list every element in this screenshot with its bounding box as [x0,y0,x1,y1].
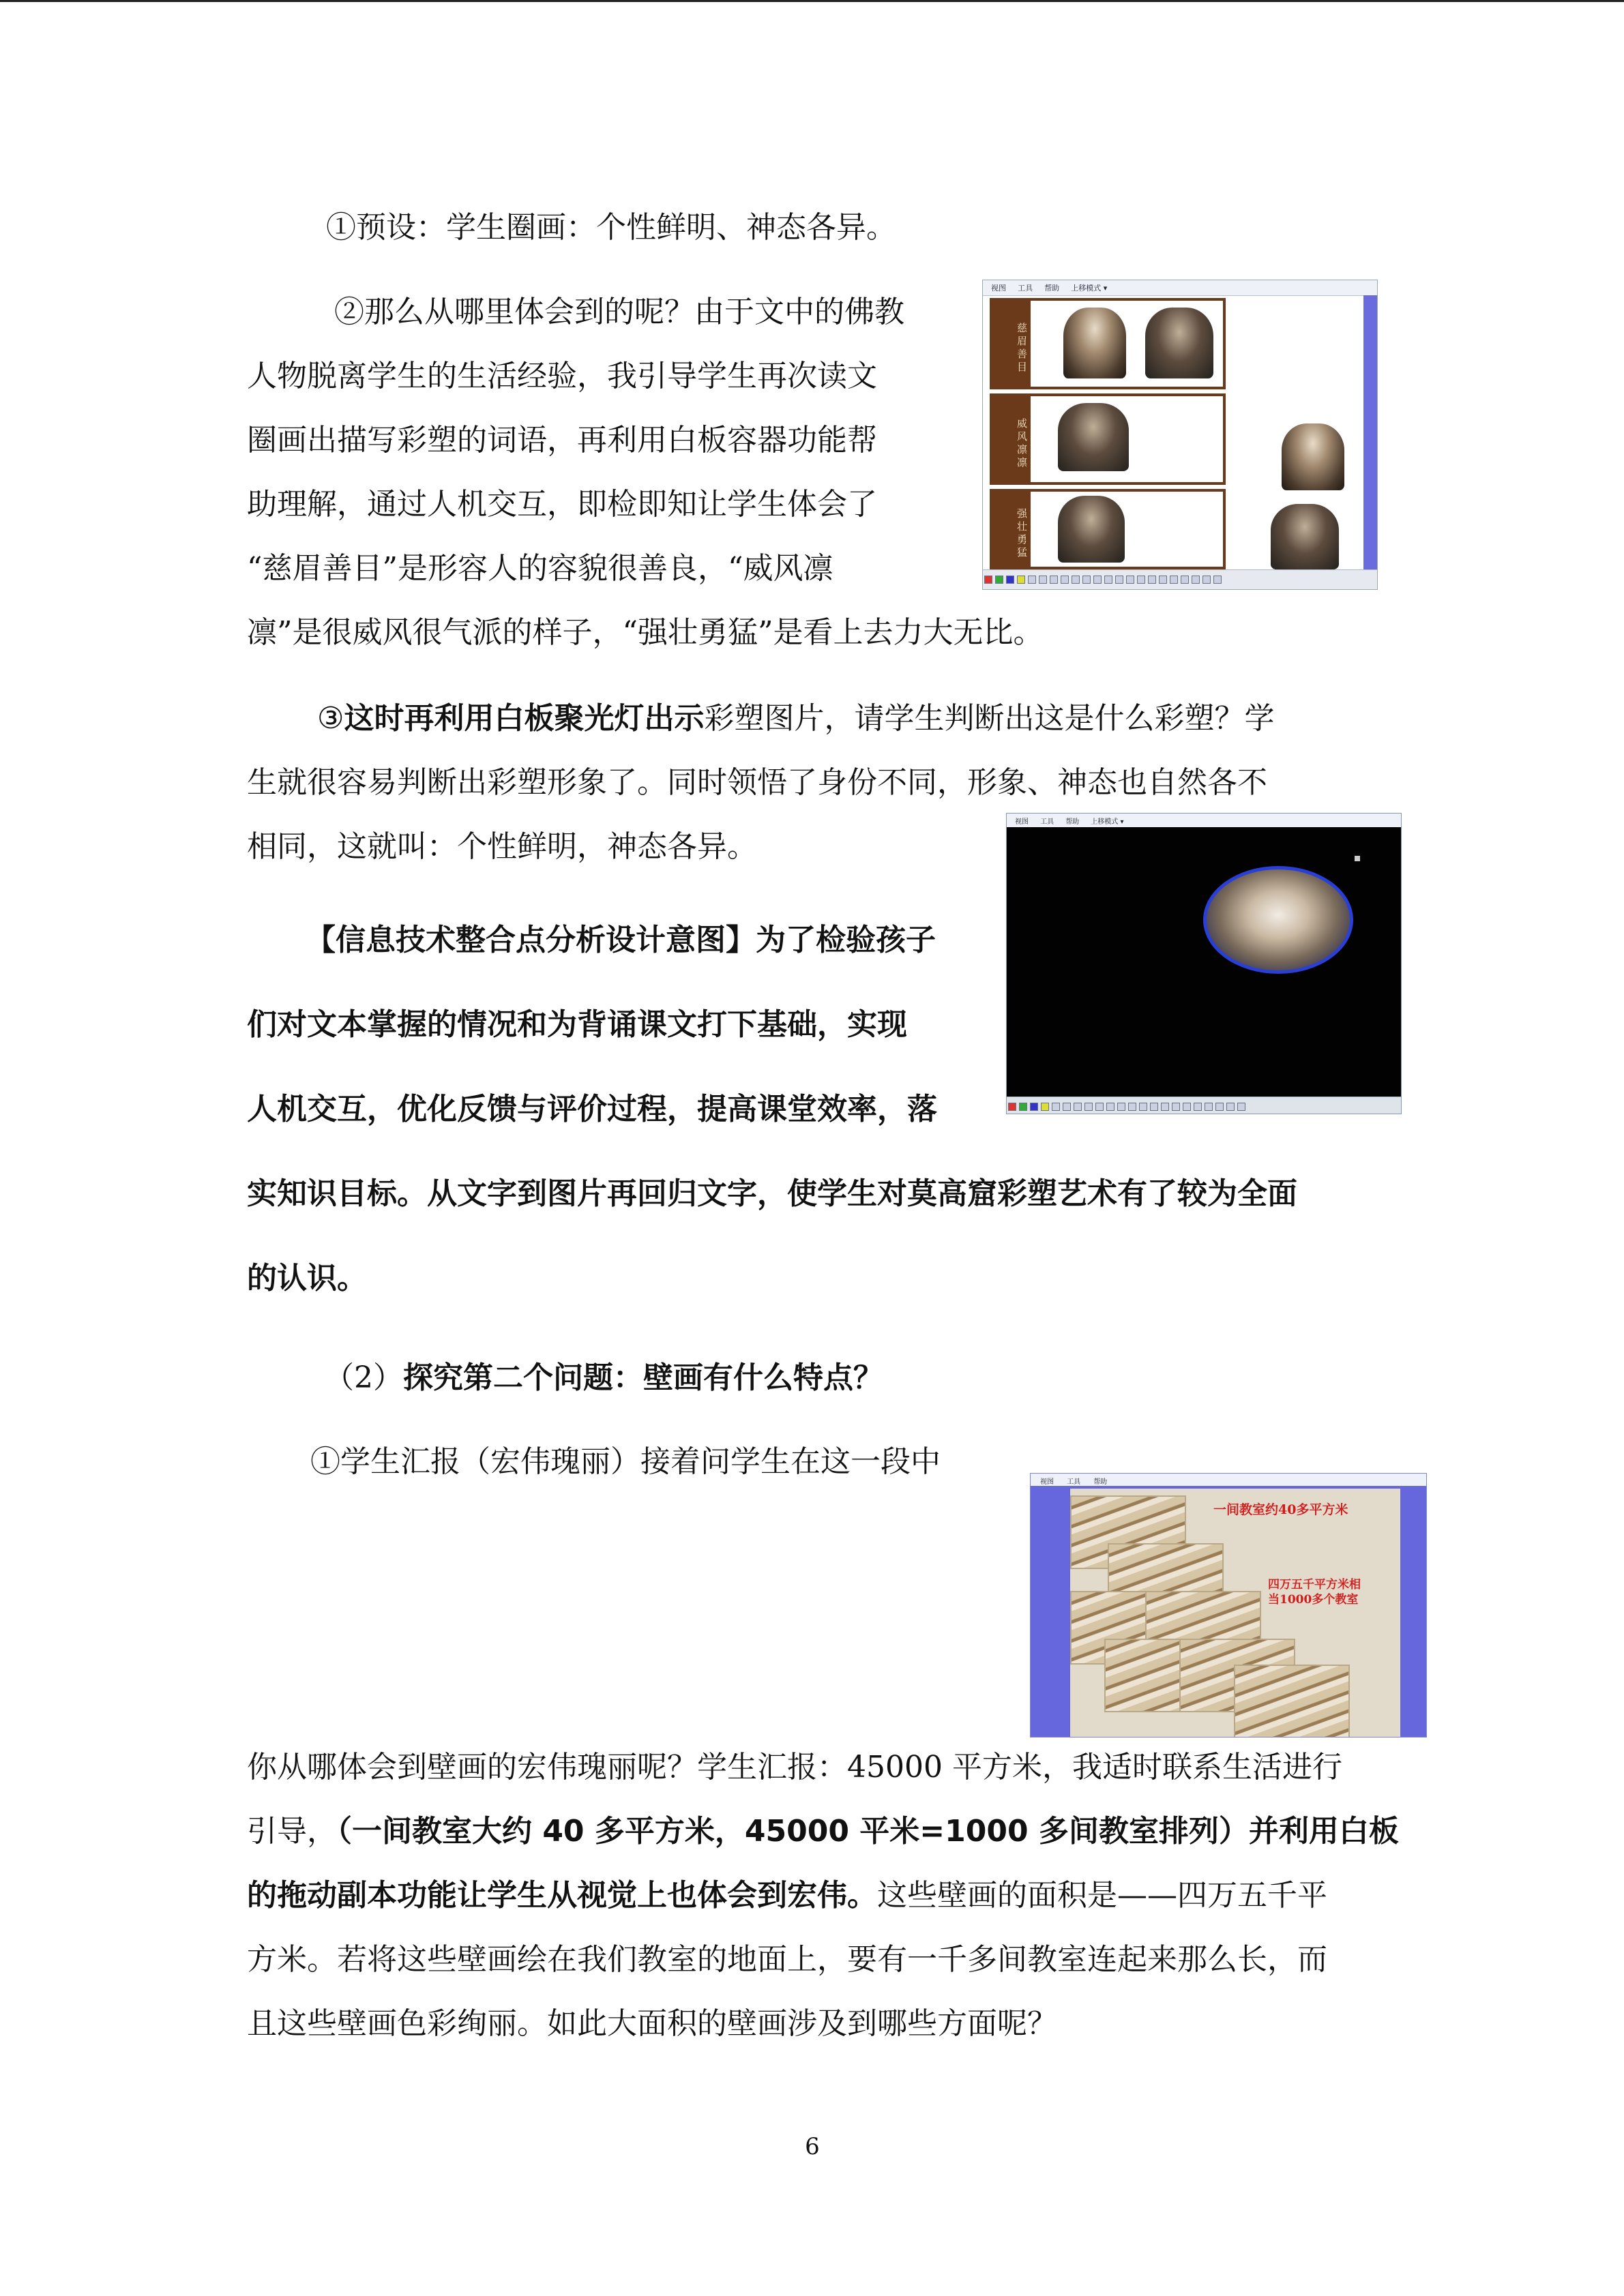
statue-image [1063,308,1126,378]
analysis-line: 【信息技术整合点分析设计意图】为了检验孩子 [306,923,936,957]
page-number: 6 [805,2133,820,2160]
paragraph-line [247,1876,1327,1915]
whiteboard-toolbar [1007,1097,1401,1114]
menu-item: 视图 [991,284,1006,293]
classroom-area-screenshot [1030,1473,1427,1738]
drop-container [1028,393,1226,485]
row-label: 威风凛凛 [990,393,1028,485]
plain-phrase: 引导， [247,1814,337,1849]
analysis-line: 的认识。 [247,1261,367,1296]
paragraph-line: 凛”是很威风很气派的样子，“强壮勇猛”是看上去力大无比。 [247,615,1044,650]
analysis-line: 们对文本掌握的情况和为背诵课文打下基础，实现 [247,1007,907,1042]
paragraph-line: 相同，这就叫：个性鲜明，神态各异。 [247,829,757,864]
classroom-copy-image [1234,1665,1350,1738]
side-scroll-panel [1363,295,1377,570]
spotlight-handle-icon [1355,856,1360,861]
bold-phrase: 这时再利用白板聚光灯出示 [344,701,705,736]
plain-phrase: 这些壁画的面积是——四万五千平 [877,1878,1327,1913]
paragraph-line: 且这些壁画色彩绚丽。如此大面积的壁画涉及到哪些方面呢？ [247,2006,1057,2041]
step-number: ③ [317,701,344,736]
preset-line: ①预设：学生圈画：个性鲜明、神态各异。 [326,210,896,245]
paragraph-line [317,699,1274,739]
whiteboard-spotlight-screenshot [1006,813,1402,1114]
whiteboard-toolbar [983,569,1377,589]
paragraph-line: 圈画出描写彩塑的词语，再利用白板容器功能帮 [247,423,877,458]
loose-statue-image [1282,423,1344,490]
section-title: 探究第二个问题：壁画有什么特点？ [403,1360,883,1395]
menu-item: 工具 [1018,284,1033,293]
statue-image [1058,496,1125,563]
menu-item: 帮助 [1093,1478,1108,1486]
menu-item: 帮助 [1044,284,1060,293]
section-heading [324,1358,883,1398]
menu-item: 视图 [1040,1478,1054,1486]
container-row [990,489,1226,569]
page-top-border [0,0,1624,2]
paragraph-line: 你从哪体会到壁画的宏伟瑰丽呢？学生汇报：45000 平方米，我适时联系生活进行 [247,1750,1342,1785]
paragraph-line: 生就很容易判断出彩塑形象了。同时领悟了身份不同，形象、神态也自然各不 [247,765,1267,800]
equivalence-caption: 当1000多个教室 [1268,1593,1359,1607]
row-label: 慈眉善目 [990,298,1028,389]
paragraph-line: ①学生汇报（宏伟瑰丽）接着问学生在这一段中 [310,1444,941,1479]
menu-item: 工具 [1040,818,1054,826]
container-row [990,298,1226,389]
section-number: （2） [324,1360,403,1395]
menu-item: 工具 [1067,1478,1081,1486]
statue-image [1145,308,1213,378]
paragraph-line: 人物脱离学生的生活经验，我引导学生再次读文 [247,359,877,393]
menu-bar [983,280,1377,296]
menu-item: 上移模式 ▾ [1091,818,1124,826]
bold-phrase: （一间教室大约 40 多平方米，45000 平米=1000 多间教室排列）并利用白板 [337,1814,1399,1849]
paragraph-line: “慈眉善目”是形容人的容貌很善良，“威风凛 [247,551,833,586]
classroom-caption: 一间教室约40多平方米 [1213,1502,1348,1517]
whiteboard-container-screenshot [982,280,1378,590]
loose-statue-image [1271,504,1339,569]
paragraph-line [247,1812,1399,1851]
menu-bar [1031,1474,1426,1486]
spotlight-circle [1203,866,1353,974]
menu-bar [1007,814,1401,827]
paragraph-line: ②那么从哪里体会到的呢？由于文中的佛教 [334,295,904,329]
bold-phrase: 的拖动副本功能让学生从视觉上也体会到宏伟。 [247,1878,877,1913]
statue-image [1058,403,1129,471]
paragraph-line: 方米。若将这些壁画绘在我们教室的地面上，要有一千多间教室连起来那么长，而 [247,1942,1327,1977]
analysis-line: 人机交互，优化反馈与评价过程，提高课堂效率，落 [247,1092,937,1127]
plain-phrase: 彩塑图片，请学生判断出这是什么彩塑？学 [704,701,1275,736]
container-row [990,393,1226,485]
classroom-canvas [1070,1489,1400,1738]
drop-container [1028,298,1226,389]
menu-item: 视图 [1015,818,1029,826]
menu-item: 上移模式 ▾ [1071,284,1108,293]
menu-item: 帮助 [1065,818,1080,826]
equivalence-caption: 四万五千平方米相 [1268,1578,1361,1592]
analysis-line: 实知识目标。从文字到图片再回归文字，使学生对莫高窟彩塑艺术有了较为全面 [247,1176,1297,1211]
drop-container [1028,489,1226,569]
row-label: 强壮勇猛 [990,489,1028,569]
paragraph-line: 助理解，通过人机交互，即检即知让学生体会了 [247,487,877,522]
